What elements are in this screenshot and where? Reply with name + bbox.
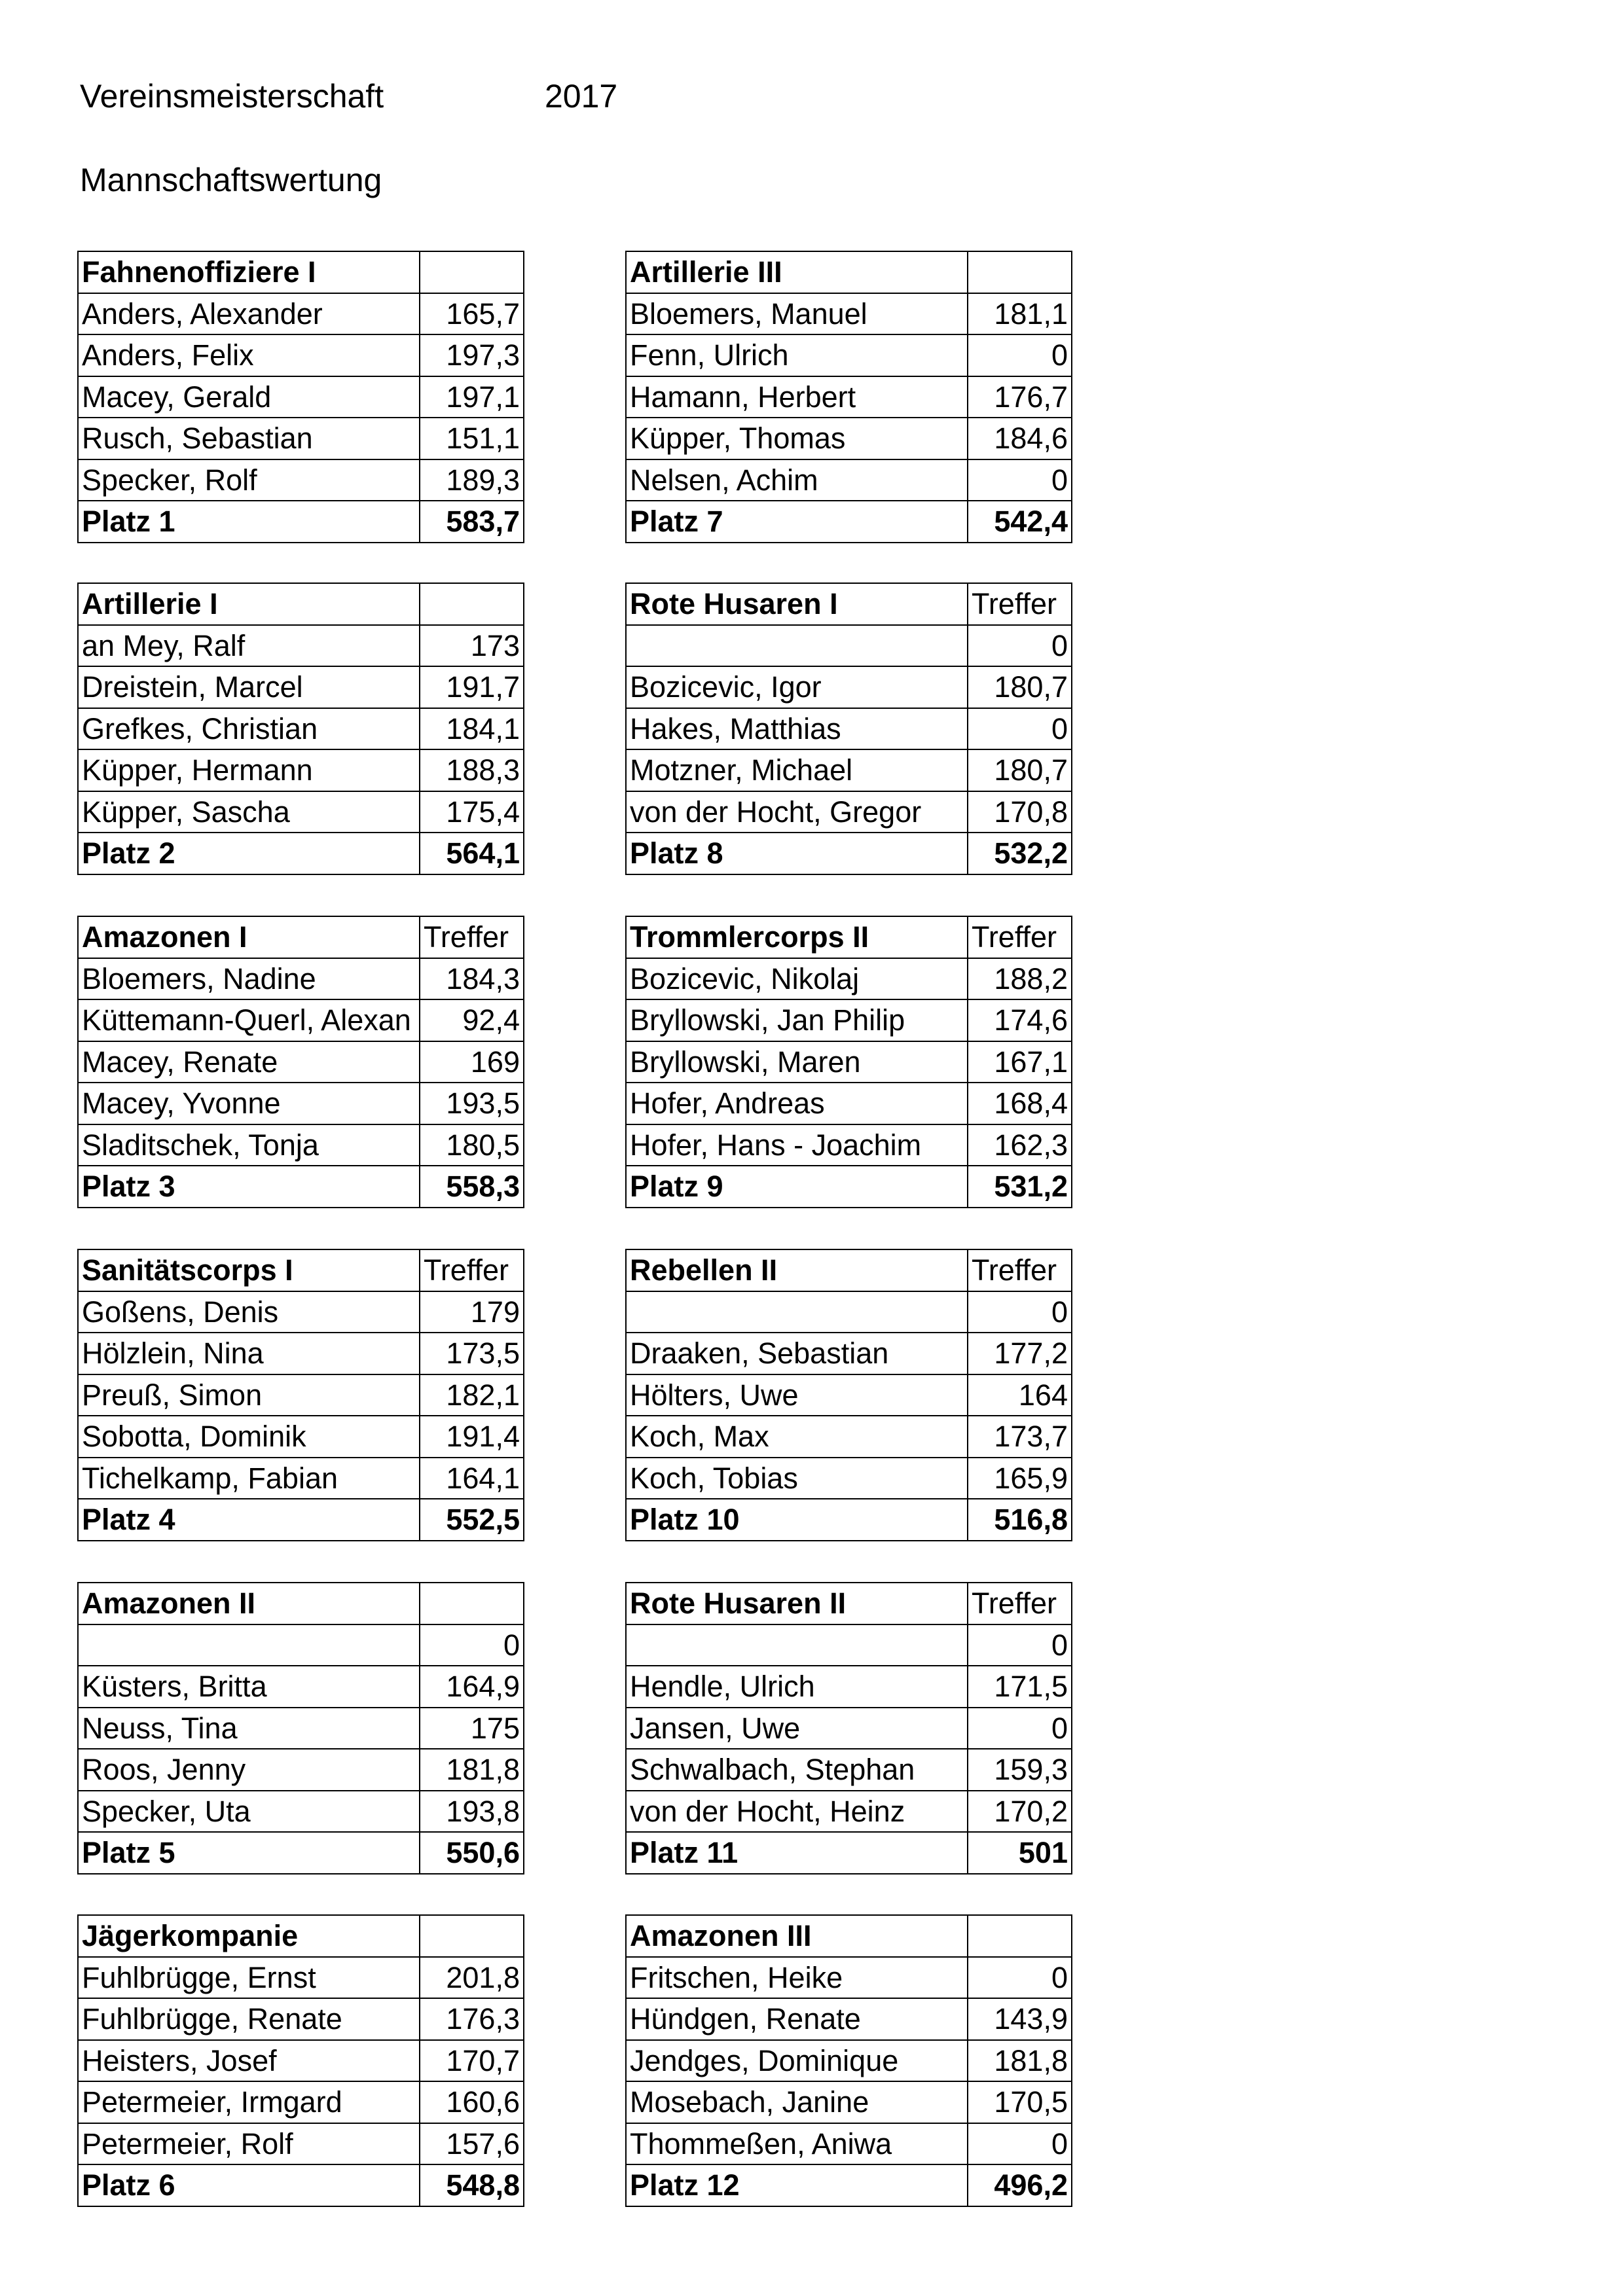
member-name: Küsters, Britta: [78, 1666, 420, 1708]
table-row: [626, 1333, 1072, 1374]
table-row: [78, 1291, 524, 1333]
table-row: [78, 1083, 524, 1124]
team-name: Amazonen I: [78, 916, 420, 958]
table-row: [626, 666, 1072, 708]
member-score: 182,1: [420, 1374, 524, 1416]
team-table: [625, 251, 1072, 543]
table-row: [78, 1749, 524, 1791]
team-name: Sanitätscorps I: [78, 1249, 420, 1291]
member-score: 165,7: [420, 293, 524, 335]
member-score: 0: [968, 1708, 1072, 1749]
member-name: Fuhlbrügge, Renate: [78, 1998, 420, 2040]
member-name: Küttemann-Querl, Alexan: [78, 999, 420, 1041]
team-total: 501: [968, 1832, 1072, 1874]
team-table: [77, 1914, 524, 2207]
member-name: Anders, Felix: [78, 334, 420, 376]
table-row: [78, 1998, 524, 2040]
member-name: Küpper, Hermann: [78, 749, 420, 791]
team-place: Platz 10: [626, 1499, 968, 1541]
member-name: Neuss, Tina: [78, 1708, 420, 1749]
table-row: [78, 708, 524, 750]
team-place: Platz 3: [78, 1166, 420, 1208]
table-row: [626, 2081, 1072, 2123]
member-score: 164: [968, 1374, 1072, 1416]
team-table: [625, 916, 1072, 1208]
team-place: Platz 11: [626, 1832, 968, 1874]
member-name: Fuhlbrügge, Ernst: [78, 1957, 420, 1999]
table-row: [78, 749, 524, 791]
team-place: Platz 5: [78, 1832, 420, 1874]
table-row: [78, 293, 524, 335]
table-row: [626, 1791, 1072, 1833]
member-name: Fritschen, Heike: [626, 1957, 968, 1999]
table-row: [626, 1416, 1072, 1458]
member-name: Schwalbach, Stephan: [626, 1749, 968, 1791]
member-name: Sladitschek, Tonja: [78, 1124, 420, 1166]
team-place: Platz 4: [78, 1499, 420, 1541]
member-score: 164,9: [420, 1666, 524, 1708]
member-name: [78, 1624, 420, 1666]
team-header-value: [420, 1583, 524, 1624]
team-header-value: Treffer: [968, 1249, 1072, 1291]
member-name: Hakes, Matthias: [626, 708, 968, 750]
member-score: 170,5: [968, 2081, 1072, 2123]
member-name: Hölzlein, Nina: [78, 1333, 420, 1374]
member-name: Specker, Rolf: [78, 459, 420, 501]
team-header-value: Treffer: [420, 1249, 524, 1291]
member-score: 180,7: [968, 666, 1072, 708]
member-name: an Mey, Ralf: [78, 625, 420, 667]
member-score: 177,2: [968, 1333, 1072, 1374]
team-place: Platz 2: [78, 833, 420, 874]
member-name: Jendges, Dominique: [626, 2040, 968, 2082]
member-score: 167,1: [968, 1041, 1072, 1083]
member-name: Roos, Jenny: [78, 1749, 420, 1791]
table-row: [78, 1124, 524, 1166]
member-score: 191,4: [420, 1416, 524, 1458]
table-row: [78, 1374, 524, 1416]
team-total: 531,2: [968, 1166, 1072, 1208]
table-row: [626, 1998, 1072, 2040]
member-score: 168,4: [968, 1083, 1072, 1124]
member-name: Thommeßen, Aniwa: [626, 2123, 968, 2165]
table-row: [626, 1624, 1072, 1666]
table-row: [626, 958, 1072, 1000]
table-row: [78, 666, 524, 708]
team-place: Platz 12: [626, 2164, 968, 2206]
member-score: 157,6: [420, 2123, 524, 2165]
table-row: [78, 1791, 524, 1833]
table-row: [78, 334, 524, 376]
member-name: Anders, Alexander: [78, 293, 420, 335]
table-row: [626, 1458, 1072, 1499]
member-score: 175,4: [420, 791, 524, 833]
member-name: Bryllowski, Maren: [626, 1041, 968, 1083]
team-name: Rebellen II: [626, 1249, 968, 1291]
member-name: Motzner, Michael: [626, 749, 968, 791]
team-name: Amazonen III: [626, 1915, 968, 1957]
member-score: 201,8: [420, 1957, 524, 1999]
member-score: 188,2: [968, 958, 1072, 1000]
member-score: 170,7: [420, 2040, 524, 2082]
member-name: Petermeier, Irmgard: [78, 2081, 420, 2123]
team-table: [625, 1914, 1072, 2207]
member-name: Macey, Yvonne: [78, 1083, 420, 1124]
member-score: 197,3: [420, 334, 524, 376]
table-row: [626, 376, 1072, 418]
member-score: 174,6: [968, 999, 1072, 1041]
team-total: 516,8: [968, 1499, 1072, 1541]
table-row: [78, 791, 524, 833]
team-header-value: Treffer: [420, 916, 524, 958]
table-row: [626, 2040, 1072, 2082]
member-score: 193,5: [420, 1083, 524, 1124]
member-name: Küpper, Sascha: [78, 791, 420, 833]
table-row: [78, 1416, 524, 1458]
member-name: von der Hocht, Heinz: [626, 1791, 968, 1833]
table-row: [626, 418, 1072, 459]
table-row: [626, 1749, 1072, 1791]
member-name: Tichelkamp, Fabian: [78, 1458, 420, 1499]
team-place: Platz 7: [626, 501, 968, 543]
team-total: 550,6: [420, 1832, 524, 1874]
team-place: Platz 8: [626, 833, 968, 874]
table-row: [626, 459, 1072, 501]
member-name: Bozicevic, Igor: [626, 666, 968, 708]
member-score: 0: [420, 1624, 524, 1666]
team-name: Artillerie I: [78, 583, 420, 625]
member-score: 170,8: [968, 791, 1072, 833]
table-row: [626, 708, 1072, 750]
team-header-value: [420, 1915, 524, 1957]
member-name: Hofer, Andreas: [626, 1083, 968, 1124]
member-name: [626, 1291, 968, 1333]
team-total: 558,3: [420, 1166, 524, 1208]
member-score: 0: [968, 1291, 1072, 1333]
member-name: Bloemers, Manuel: [626, 293, 968, 335]
team-total: 548,8: [420, 2164, 524, 2206]
member-name: Hölters, Uwe: [626, 1374, 968, 1416]
member-score: 0: [968, 334, 1072, 376]
member-name: Macey, Gerald: [78, 376, 420, 418]
member-name: Mosebach, Janine: [626, 2081, 968, 2123]
table-row: [626, 1666, 1072, 1708]
document-subtitle: Mannschaftswertung: [80, 162, 382, 198]
member-score: 191,7: [420, 666, 524, 708]
team-header-value: [968, 251, 1072, 293]
table-row: [78, 418, 524, 459]
table-row: [78, 958, 524, 1000]
team-name: Rote Husaren II: [626, 1583, 968, 1624]
member-name: Sobotta, Dominik: [78, 1416, 420, 1458]
table-row: [78, 2081, 524, 2123]
team-table: [77, 1582, 524, 1874]
table-row: [78, 1333, 524, 1374]
document-title: Vereinsmeisterschaft: [80, 78, 384, 115]
member-name: Nelsen, Achim: [626, 459, 968, 501]
member-score: 176,3: [420, 1998, 524, 2040]
document-year: 2017: [545, 78, 618, 115]
member-score: 0: [968, 1624, 1072, 1666]
member-score: 165,9: [968, 1458, 1072, 1499]
member-score: 181,8: [968, 2040, 1072, 2082]
table-row: [78, 625, 524, 667]
member-name: Jansen, Uwe: [626, 1708, 968, 1749]
member-score: 173,5: [420, 1333, 524, 1374]
table-row: [78, 1041, 524, 1083]
table-row: [78, 1458, 524, 1499]
member-name: Petermeier, Rolf: [78, 2123, 420, 2165]
team-header-value: Treffer: [968, 583, 1072, 625]
member-score: 189,3: [420, 459, 524, 501]
table-row: [626, 625, 1072, 667]
member-name: Rusch, Sebastian: [78, 418, 420, 459]
member-score: 175: [420, 1708, 524, 1749]
table-row: [78, 1624, 524, 1666]
team-total: 564,1: [420, 833, 524, 874]
team-table: [77, 583, 524, 875]
team-total: 552,5: [420, 1499, 524, 1541]
team-table: [625, 1582, 1072, 1874]
member-name: Hofer, Hans - Joachim: [626, 1124, 968, 1166]
member-score: 170,2: [968, 1791, 1072, 1833]
member-score: 193,8: [420, 1791, 524, 1833]
table-row: [626, 1957, 1072, 1999]
member-score: 173: [420, 625, 524, 667]
table-row: [78, 459, 524, 501]
team-table: [625, 1249, 1072, 1541]
member-name: Bozicevic, Nikolaj: [626, 958, 968, 1000]
team-total: 532,2: [968, 833, 1072, 874]
team-name: Trommlercorps II: [626, 916, 968, 958]
team-header-value: Treffer: [968, 1583, 1072, 1624]
member-score: 184,3: [420, 958, 524, 1000]
table-row: [78, 2040, 524, 2082]
team-place: Platz 1: [78, 501, 420, 543]
member-name: Draaken, Sebastian: [626, 1333, 968, 1374]
member-score: 92,4: [420, 999, 524, 1041]
team-total: 583,7: [420, 501, 524, 543]
member-score: 151,1: [420, 418, 524, 459]
member-name: Hendle, Ulrich: [626, 1666, 968, 1708]
member-score: 180,7: [968, 749, 1072, 791]
member-name: Macey, Renate: [78, 1041, 420, 1083]
member-score: 0: [968, 1957, 1072, 1999]
member-name: Preuß, Simon: [78, 1374, 420, 1416]
member-name: Bryllowski, Jan Philip: [626, 999, 968, 1041]
team-place: Platz 9: [626, 1166, 968, 1208]
member-score: 188,3: [420, 749, 524, 791]
member-score: 171,5: [968, 1666, 1072, 1708]
team-header-value: Treffer: [968, 916, 1072, 958]
member-score: 143,9: [968, 1998, 1072, 2040]
table-row: [78, 999, 524, 1041]
member-name: [626, 625, 968, 667]
table-row: [78, 2123, 524, 2165]
table-row: [626, 1374, 1072, 1416]
member-name: Koch, Tobias: [626, 1458, 968, 1499]
table-row: [626, 749, 1072, 791]
member-score: 0: [968, 625, 1072, 667]
team-name: Fahnenoffiziere I: [78, 251, 420, 293]
member-score: 181,1: [968, 293, 1072, 335]
member-score: 164,1: [420, 1458, 524, 1499]
member-score: 184,1: [420, 708, 524, 750]
member-score: 0: [968, 708, 1072, 750]
team-total: 542,4: [968, 501, 1072, 543]
member-name: Hündgen, Renate: [626, 1998, 968, 2040]
table-row: [626, 2123, 1072, 2165]
member-score: 160,6: [420, 2081, 524, 2123]
member-name: Goßens, Denis: [78, 1291, 420, 1333]
member-score: 159,3: [968, 1749, 1072, 1791]
table-row: [626, 1083, 1072, 1124]
member-name: Hamann, Herbert: [626, 376, 968, 418]
table-row: [78, 1957, 524, 1999]
table-row: [626, 293, 1072, 335]
member-name: von der Hocht, Gregor: [626, 791, 968, 833]
table-row: [626, 1124, 1072, 1166]
table-row: [626, 334, 1072, 376]
table-row: [626, 999, 1072, 1041]
table-row: [78, 1666, 524, 1708]
team-name: Jägerkompanie: [78, 1915, 420, 1957]
table-row: [626, 791, 1072, 833]
team-table: [77, 1249, 524, 1541]
team-table: [77, 916, 524, 1208]
member-name: Grefkes, Christian: [78, 708, 420, 750]
member-score: 181,8: [420, 1749, 524, 1791]
member-score: 197,1: [420, 376, 524, 418]
member-score: 0: [968, 2123, 1072, 2165]
table-row: [626, 1291, 1072, 1333]
member-score: 180,5: [420, 1124, 524, 1166]
member-score: 176,7: [968, 376, 1072, 418]
member-score: 173,7: [968, 1416, 1072, 1458]
member-name: Küpper, Thomas: [626, 418, 968, 459]
team-name: Amazonen II: [78, 1583, 420, 1624]
team-table: [77, 251, 524, 543]
table-row: [78, 1708, 524, 1749]
team-place: Platz 6: [78, 2164, 420, 2206]
member-name: Fenn, Ulrich: [626, 334, 968, 376]
member-name: Heisters, Josef: [78, 2040, 420, 2082]
member-score: 179: [420, 1291, 524, 1333]
member-score: 162,3: [968, 1124, 1072, 1166]
table-row: [626, 1041, 1072, 1083]
member-score: 0: [968, 459, 1072, 501]
member-score: 184,6: [968, 418, 1072, 459]
team-header-value: [420, 583, 524, 625]
team-total: 496,2: [968, 2164, 1072, 2206]
member-name: Dreistein, Marcel: [78, 666, 420, 708]
team-name: Rote Husaren I: [626, 583, 968, 625]
member-name: [626, 1624, 968, 1666]
team-name: Artillerie III: [626, 251, 968, 293]
team-header-value: [968, 1915, 1072, 1957]
member-name: Specker, Uta: [78, 1791, 420, 1833]
team-table: [625, 583, 1072, 875]
table-row: [78, 376, 524, 418]
member-name: Koch, Max: [626, 1416, 968, 1458]
table-row: [626, 1708, 1072, 1749]
member-name: Bloemers, Nadine: [78, 958, 420, 1000]
team-header-value: [420, 251, 524, 293]
member-score: 169: [420, 1041, 524, 1083]
